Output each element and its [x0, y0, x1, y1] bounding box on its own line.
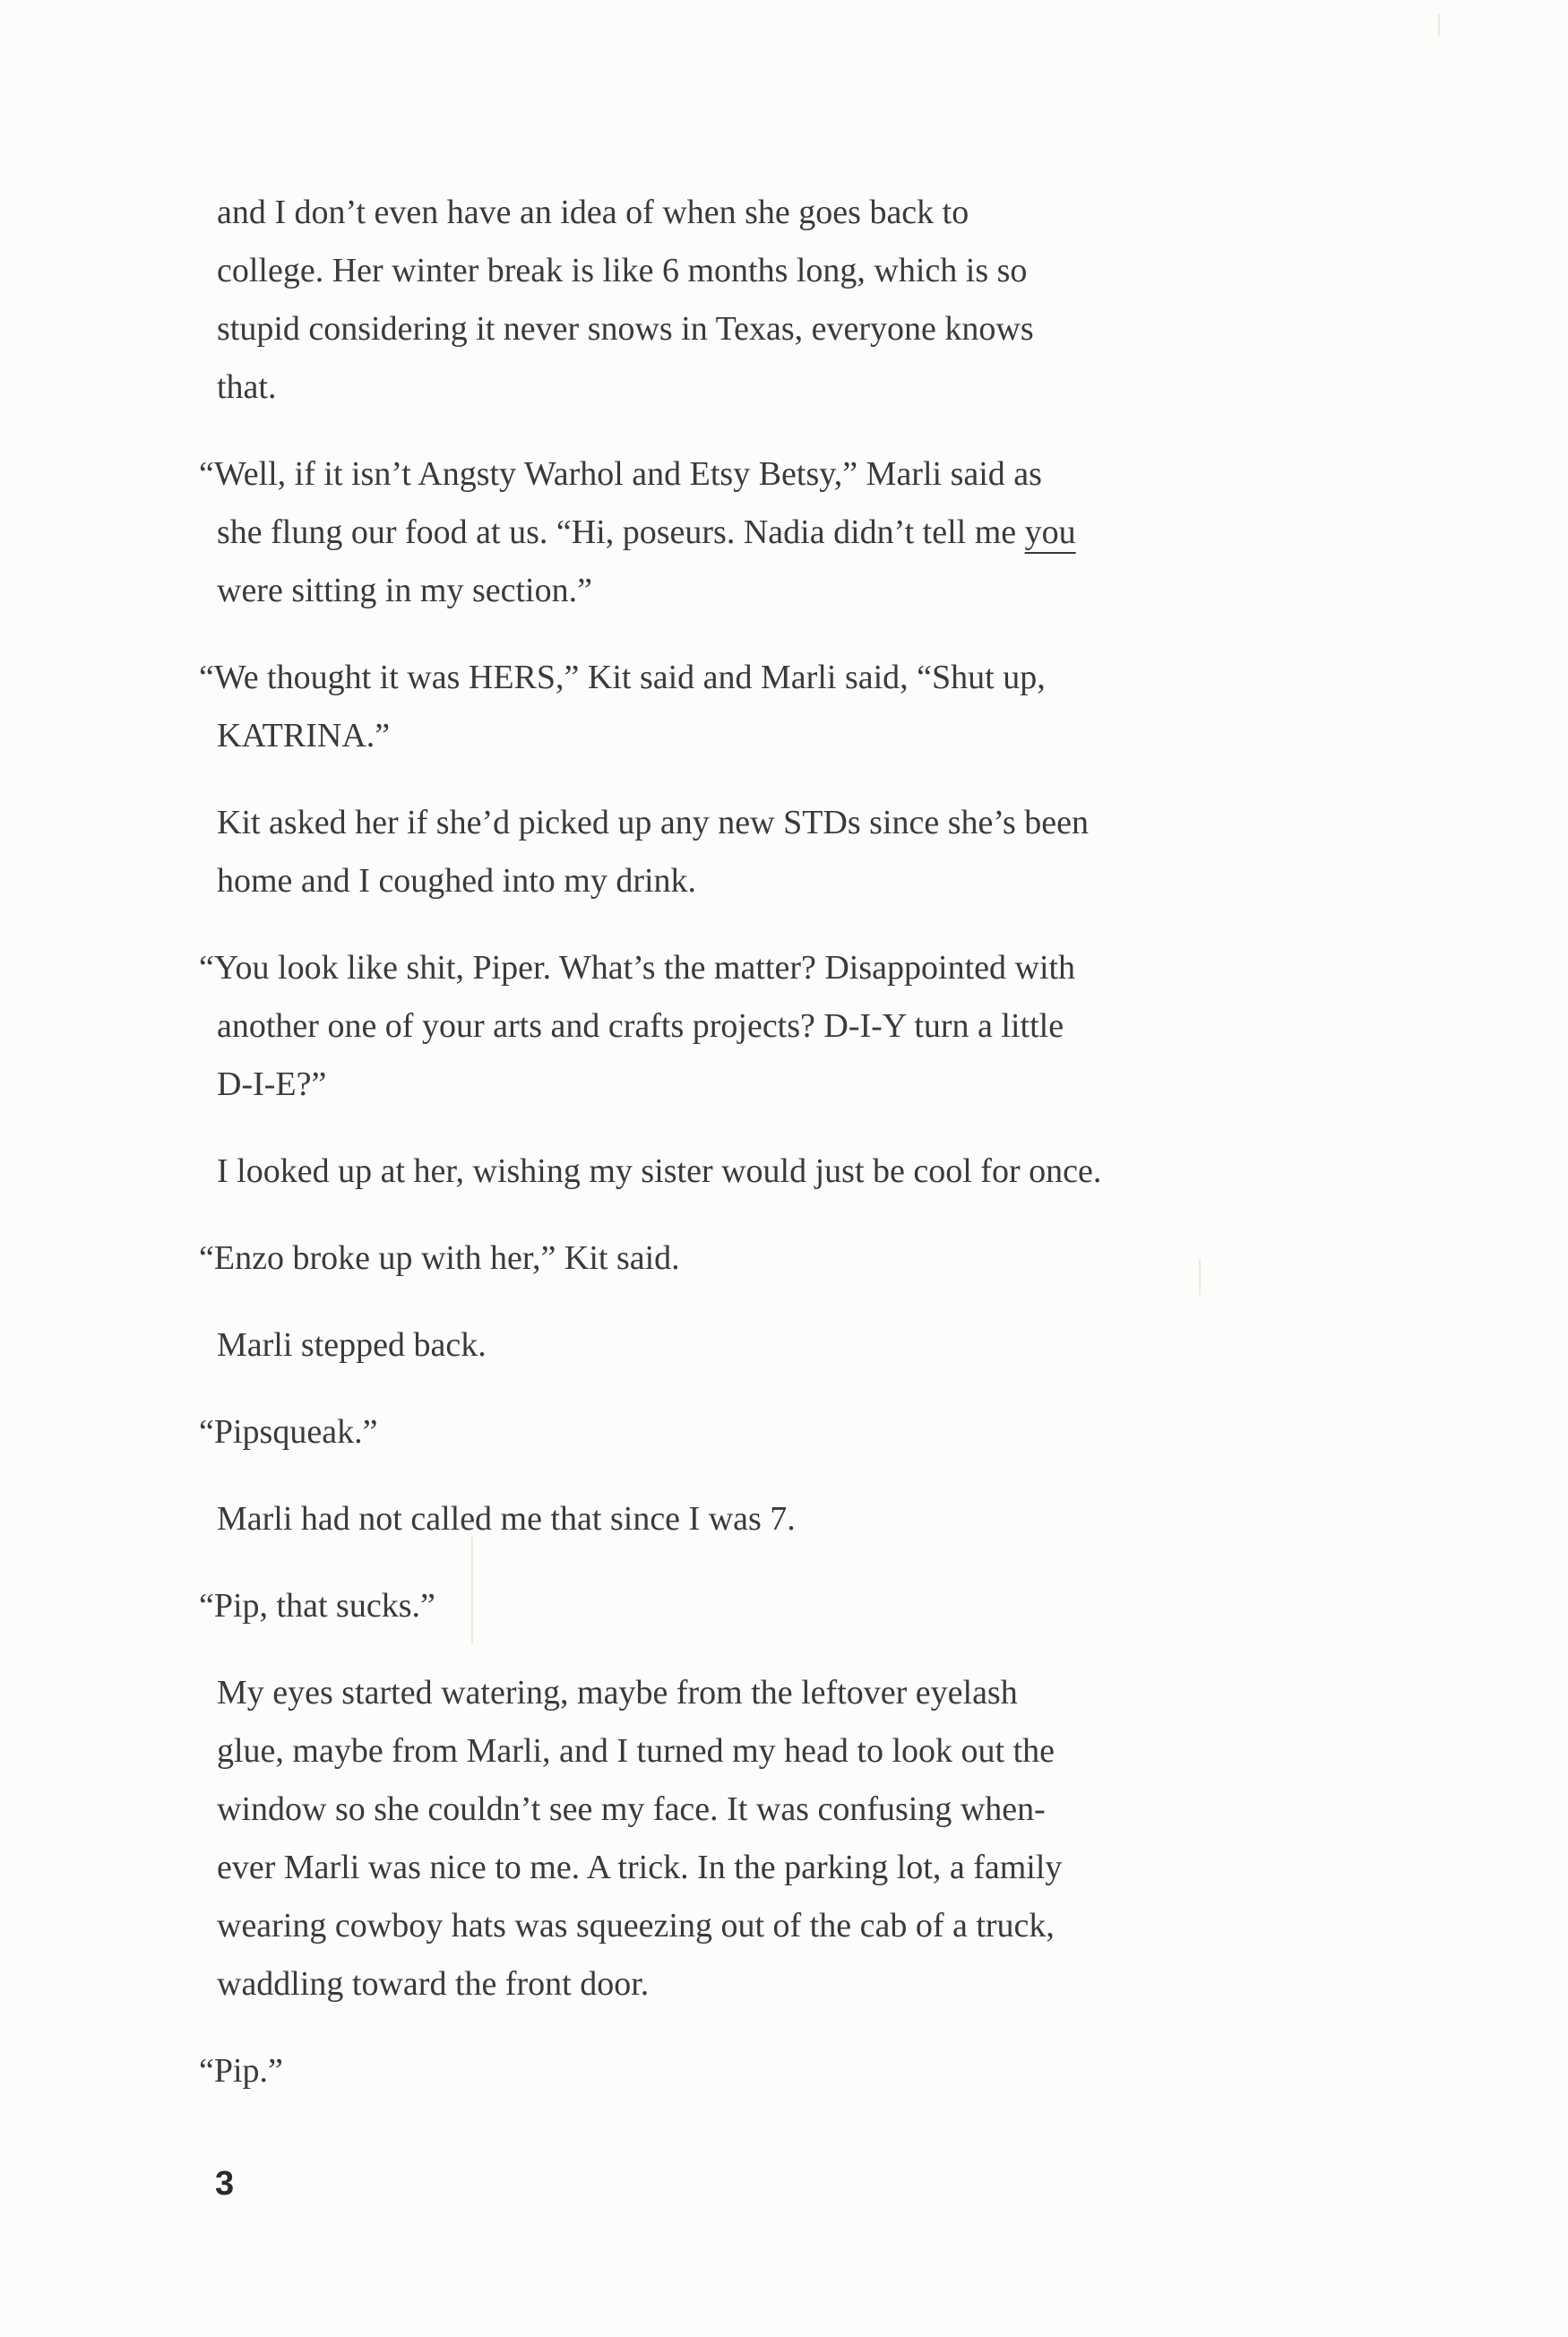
- text-line: waddling toward the front door.: [217, 1965, 650, 2003]
- text-line: and I don’t even have an idea of when she goes back to: [217, 194, 969, 231]
- text-line: that.: [217, 368, 277, 406]
- dialogue-paragraph: [199, 1403, 1391, 1462]
- text-line: college. Her winter break is like 6 months long, which is so: [217, 252, 1028, 289]
- paragraph: [199, 184, 1391, 417]
- text-line: glue, maybe from Marli, and I turned my head to look out the: [217, 1732, 1055, 1770]
- body-text: [199, 184, 1391, 2129]
- dialogue-paragraph: [199, 1577, 1391, 1635]
- text-line: another one of your arts and crafts projects? D-I-Y turn a little: [217, 1007, 1064, 1045]
- dialogue-paragraph: [199, 939, 1391, 1114]
- text-line: “Pip, that sucks.”: [199, 1587, 435, 1625]
- dialogue-paragraph: [199, 649, 1391, 765]
- paragraph: [199, 1664, 1391, 2014]
- text-line: “You look like shit, Piper. What’s the matter? Disappointed with: [199, 949, 1076, 987]
- text-line: [199, 504, 1391, 562]
- text-line: window so she couldn’t see my face. It was confusing when-: [217, 1790, 1046, 1828]
- text-line: I looked up at her, wishing my sister would just be cool for once.: [217, 1152, 1102, 1190]
- text-line: “Pip.”: [199, 2052, 283, 2090]
- text-line: stupid considering it never snows in Texas, everyone knows: [217, 310, 1034, 348]
- text-line: Marli had not called me that since I was 7.: [217, 1500, 796, 1538]
- text-line: “Enzo broke up with her,” Kit said.: [199, 1239, 680, 1277]
- paragraph: [199, 794, 1391, 910]
- text-line: KATRINA.”: [217, 717, 391, 755]
- text-line: were sitting in my section.”: [217, 572, 592, 609]
- text-line: Kit asked her if she’d picked up any new STDs since she’s been: [217, 804, 1089, 841]
- underlined-word: you: [1024, 513, 1076, 551]
- paragraph: [199, 1143, 1391, 1201]
- scan-mark: [1438, 13, 1440, 36]
- text-line: ever Marli was nice to me. A trick. In the parking lot, a family: [217, 1849, 1063, 1886]
- paragraph: [199, 1316, 1391, 1375]
- page-number: 3: [215, 2165, 235, 2203]
- paragraph: [199, 1490, 1391, 1548]
- text-line: My eyes started watering, maybe from the leftover eyelash: [217, 1674, 1018, 1712]
- text-line: home and I coughed into my drink.: [217, 862, 697, 900]
- text-line: Marli stepped back.: [217, 1326, 487, 1364]
- text-line: “Well, if it isn’t Angsty Warhol and Etsy Betsy,” Marli said as: [199, 455, 1042, 493]
- dialogue-paragraph: [199, 2042, 1391, 2100]
- text-line: wearing cowboy hats was squeezing out of the cab of a truck,: [217, 1907, 1055, 1945]
- text-segment: she flung our food at us. “Hi, poseurs. Nadia didn’t tell me: [217, 513, 1025, 551]
- text-line: “We thought it was HERS,” Kit said and Marli said, “Shut up,: [199, 659, 1046, 696]
- dialogue-paragraph: [199, 445, 1391, 620]
- text-line: “Pipsqueak.”: [199, 1413, 378, 1451]
- dialogue-paragraph: [199, 1229, 1391, 1288]
- text-line: D-I-E?”: [217, 1065, 327, 1103]
